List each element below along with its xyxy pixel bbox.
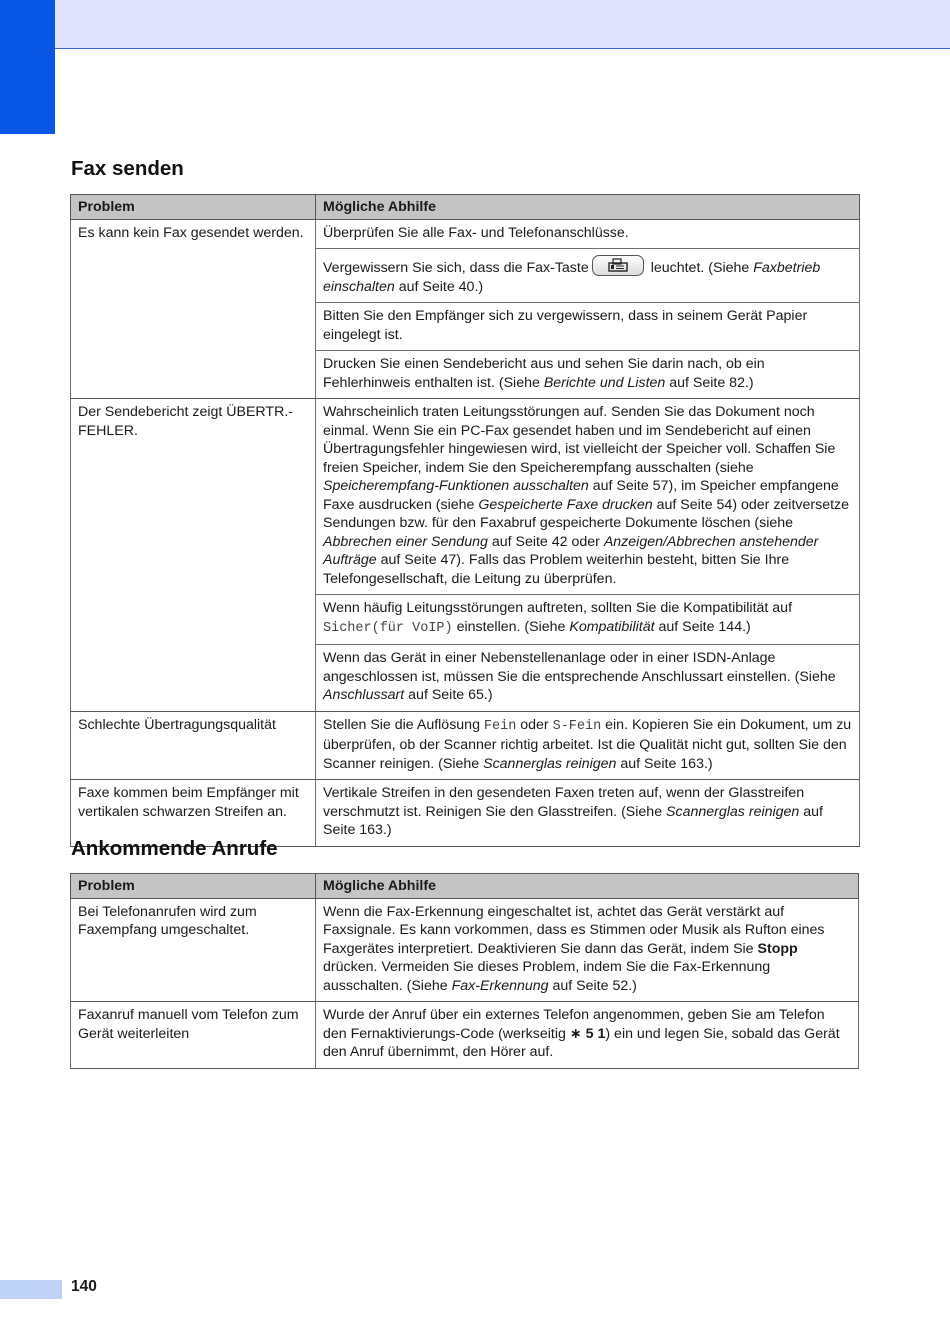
cross-reference: Fax-Erkennung	[451, 977, 549, 994]
remedy-cell	[316, 898, 859, 1002]
remedy-cell	[316, 399, 860, 595]
lcd-setting: Fein	[483, 718, 517, 734]
table-row	[71, 219, 860, 249]
cross-reference: Faxbetrieb einschalten	[323, 260, 821, 295]
cross-reference: Abbrechen einer Sendung	[323, 533, 488, 550]
remedy-text: ) ein und legen Sie, sobald das Gerät den Anruf übernimmt, den Hörer auf.	[323, 1025, 840, 1060]
page-number: 140	[71, 1278, 97, 1295]
problem-cell: Es kann kein Fax gesendet werden.	[71, 219, 316, 399]
page-number-tab	[0, 1280, 62, 1299]
remedy-text: auf Seite 52.)	[548, 977, 637, 994]
remedy-text: Vertikale Streifen in den gesendeten Faxen treten auf, wenn der Glasstreifen verschmutzt ist. Reinigen Sie den Glasstreifen. (Siehe	[323, 785, 805, 820]
lcd-setting: S-Fein	[552, 718, 602, 734]
table-row	[71, 711, 860, 780]
remedy-text: auf Seite 144.)	[654, 618, 751, 635]
remedy-text: auf Seite 163.)	[616, 755, 713, 772]
column-header-remedy: Mögliche Abhilfe	[316, 195, 860, 220]
section-title-fax-senden: Fax senden	[71, 157, 184, 180]
remedy-text: Wenn häufig Leitungsstörungen auftreten, sollten Sie die Kompatibilität auf	[323, 600, 793, 616]
remote-code: ∗ 5 1	[569, 1025, 606, 1042]
cross-reference: Speicherempfang-Funktionen ausschalten	[323, 478, 589, 494]
remedy-text: auf Seite 47). Falls das Problem weiterhin besteht, bitten Sie Ihre Telefongesellschaft, die Leitung zu überprüfen.	[323, 552, 790, 587]
remedy-text: oder	[516, 716, 553, 733]
lcd-setting: Sicher(für VoIP)	[323, 620, 453, 636]
cross-reference: Scannerglas reinigen	[666, 803, 800, 820]
remedy-cell	[316, 595, 860, 645]
remedy-cell	[316, 645, 860, 712]
remedy-text: Drucken Sie einen Sendebericht aus und sehen Sie darin nach, ob ein Fehlerhinweis enthalten ist. (Siehe	[323, 356, 765, 391]
key-name: Stopp	[757, 940, 798, 957]
remedy-text: auf Seite 42 oder	[487, 533, 604, 550]
table-row	[71, 1002, 859, 1069]
remedy-text: drücken. Vermeiden Sie dieses Problem, indem Sie die Fax-Erkennung ausschalten. (Siehe	[323, 959, 771, 994]
cross-reference: Kompatibilität	[569, 618, 655, 635]
problem-cell: Bei Telefonanrufen wird zum Faxempfang umgeschaltet.	[71, 898, 316, 1002]
fax-senden-table	[70, 194, 860, 847]
column-header-problem: Problem	[71, 874, 316, 899]
cross-reference: Anschlussart	[323, 687, 405, 703]
remedy-text: einstellen. (Siehe	[452, 618, 570, 635]
remedy-text: Wahrscheinlich traten Leitungsstörungen auf. Senden Sie das Dokument noch einmal. Wenn Sie ein PC-Fax gesendet haben und im Sendebericht auf einen Übertragungsfehler hingewiesen wird, ist vielleicht der Speicher voll. Schaffen Sie freien Speicher, indem Sie den Speicherempfang ausschalten (siehe	[323, 404, 836, 476]
remedy-text: auf Seite 54) oder zeitversetze Sendungen bzw. für den Faxabruf gespeicherte Dokumente löschen (siehe	[323, 496, 850, 531]
cross-reference: Gespeicherte Faxe drucken	[478, 496, 653, 513]
remedy-text: auf Seite 82.)	[665, 374, 754, 391]
cross-reference: Berichte und Listen	[543, 374, 666, 391]
table-row	[71, 898, 859, 1002]
remedy-text: Wenn die Fax-Erkennung eingeschaltet ist, achtet das Gerät verstärkt auf Faxsignale. Es kann vorkommen, dass es Stimmen oder Musik als Rufton eines Faxgerätes interpretiert. Deaktivieren Sie dann das Gerät, indem Sie	[323, 903, 825, 957]
cross-reference: Anzeigen/Abbrechen anstehender Aufträge	[323, 533, 819, 568]
remedy-cell	[316, 711, 860, 780]
column-header-remedy: Mögliche Abhilfe	[316, 874, 859, 899]
chapter-tab	[0, 0, 55, 134]
fax-key-button	[592, 255, 644, 276]
problem-cell: Schlechte Übertragungsqualität	[71, 711, 316, 780]
remedy-text: auf Seite 65.)	[404, 687, 493, 703]
remedy-text: Wenn das Gerät in einer Nebenstellenanlage oder in einer ISDN-Anlage angeschlossen ist, müssen Sie die entsprechende Anschlussart einstellen. (Siehe	[323, 650, 836, 685]
table-header-row	[71, 195, 860, 220]
remedy-cell	[316, 780, 860, 847]
table-row	[71, 399, 860, 595]
remedy-text: Wurde der Anruf über ein externes Telefon angenommen, geben Sie am Telefon den Fernaktivierungs-Code (werkseitig	[323, 1007, 825, 1042]
fax-machine-icon	[608, 258, 628, 272]
remedy-text: Vergewissern Sie sich, dass die Fax-Taste	[323, 260, 589, 276]
remedy-cell: Überprüfen Sie alle Fax- und Telefonanschlüsse.	[316, 219, 860, 249]
remedy-text: auf Seite 57), im Speicher empfangene Faxe ausdrucken (siehe	[323, 478, 839, 513]
remedy-cell	[316, 249, 860, 303]
header-band	[0, 0, 950, 49]
cross-reference: Scannerglas reinigen	[483, 755, 617, 772]
remedy-text: Stellen Sie die Auflösung	[323, 716, 484, 733]
remedy-text: ein. Kopieren Sie ein Dokument, um zu überprüfen, ob der Scanner richtig arbeitet. Ist die Qualität nicht gut, sollten Sie den Scanner reinigen. (Siehe	[323, 716, 852, 772]
problem-cell: Der Sendebericht zeigt ÜBERTR.-FEHLER.	[71, 399, 316, 712]
remedy-cell	[316, 351, 860, 399]
problem-cell: Faxanruf manuell vom Telefon zum Gerät weiterleiten	[71, 1002, 316, 1069]
column-header-problem: Problem	[71, 195, 316, 220]
section-title-ankommende-anrufe: Ankommende Anrufe	[71, 837, 278, 860]
remedy-text: leuchtet. (Siehe	[650, 260, 754, 276]
remedy-text: auf Seite 40.)	[394, 278, 484, 295]
ankommende-anrufe-table	[70, 873, 859, 1069]
remedy-cell: Bitten Sie den Empfänger sich zu vergewissern, dass in seinem Gerät Papier eingelegt ist.	[316, 303, 860, 351]
remedy-text: auf Seite 163.)	[323, 803, 823, 838]
problem-cell: Faxe kommen beim Empfänger mit vertikalen schwarzen Streifen an.	[71, 780, 316, 847]
remedy-cell	[316, 1002, 859, 1069]
table-header-row	[71, 874, 859, 899]
